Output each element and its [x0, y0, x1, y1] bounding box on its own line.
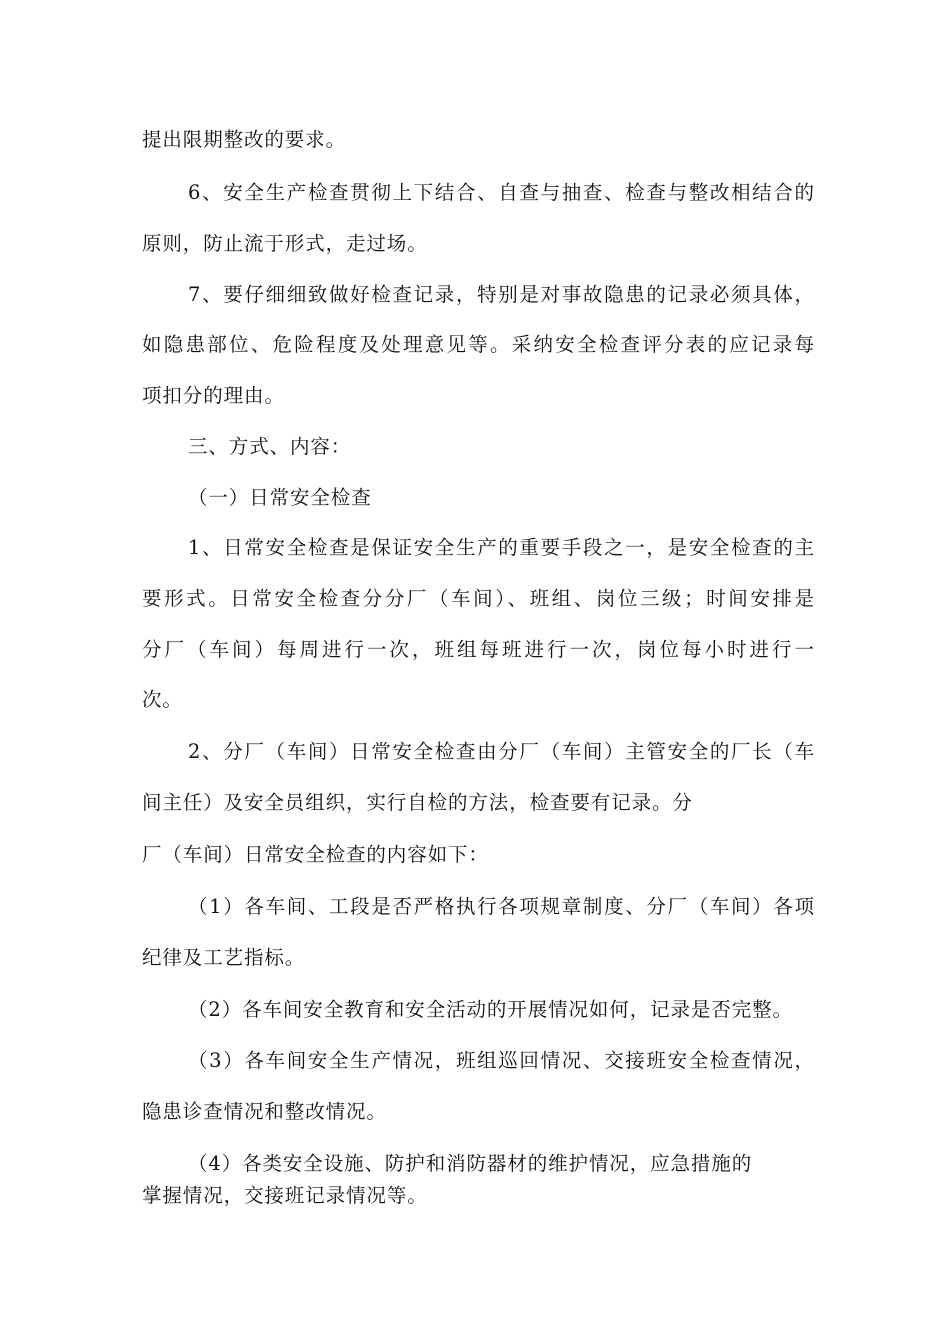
text-line: 间主任）及安全员组织，实行自检的方法，检查要有记录。分 — [142, 791, 693, 814]
text-line: 厂（车间）日常安全检查的内容如下： — [142, 843, 489, 866]
list-item: （1）各车间、工段是否严格执行各项规章制度、分厂（车间）各项 — [188, 895, 814, 918]
text-line: 项扣分的理由。 — [142, 384, 285, 407]
text-line: 次。 — [142, 688, 183, 711]
text-line: 纪律及工艺指标。 — [142, 946, 306, 969]
list-item: （2）各车间安全教育和安全活动的开展情况如何，记录是否完整。 — [188, 998, 793, 1021]
list-item: （4）各类安全设施、防护和消防器材的维护情况，应急措施的 — [188, 1152, 753, 1175]
text-line: 原则，防止流于形式，走过场。 — [142, 232, 428, 255]
list-item: （3）各车间安全生产情况，班组巡回情况、交接班安全检查情况， — [188, 1049, 814, 1072]
text-line: 如隐患部位、危险程度及处理意见等。采纳安全检查评分表的应记录每 — [142, 333, 814, 356]
text-line: 提出限期整改的要求。 — [142, 128, 347, 151]
text-line: 1、日常安全检查是保证安全生产的重要手段之一，是安全检查的主 — [188, 536, 814, 559]
text-line: 6、安全生产检查贯彻上下结合、自查与抽查、检查与整改相结合的 — [188, 181, 814, 204]
text-line: 2、分厂（车间）日常安全检查由分厂（车间）主管安全的厂长（车 — [188, 740, 814, 763]
text-line: 隐患诊查情况和整改情况。 — [142, 1100, 387, 1123]
section-heading: 三、方式、内容： — [188, 435, 352, 458]
text-line: 掌握情况，交接班记录情况等。 — [142, 1184, 428, 1207]
text-line: 7、要仔细细致做好检查记录，特别是对事故隐患的记录必须具体， — [188, 283, 814, 306]
text-line: 要形式。日常安全检查分分厂（车间）、班组、岗位三级；时间安排是 — [142, 587, 814, 610]
text-line: 分厂（车间）每周进行一次，班组每班进行一次，岗位每小时进行一 — [142, 638, 814, 661]
subsection-heading: （一）日常安全检查 — [188, 486, 372, 509]
